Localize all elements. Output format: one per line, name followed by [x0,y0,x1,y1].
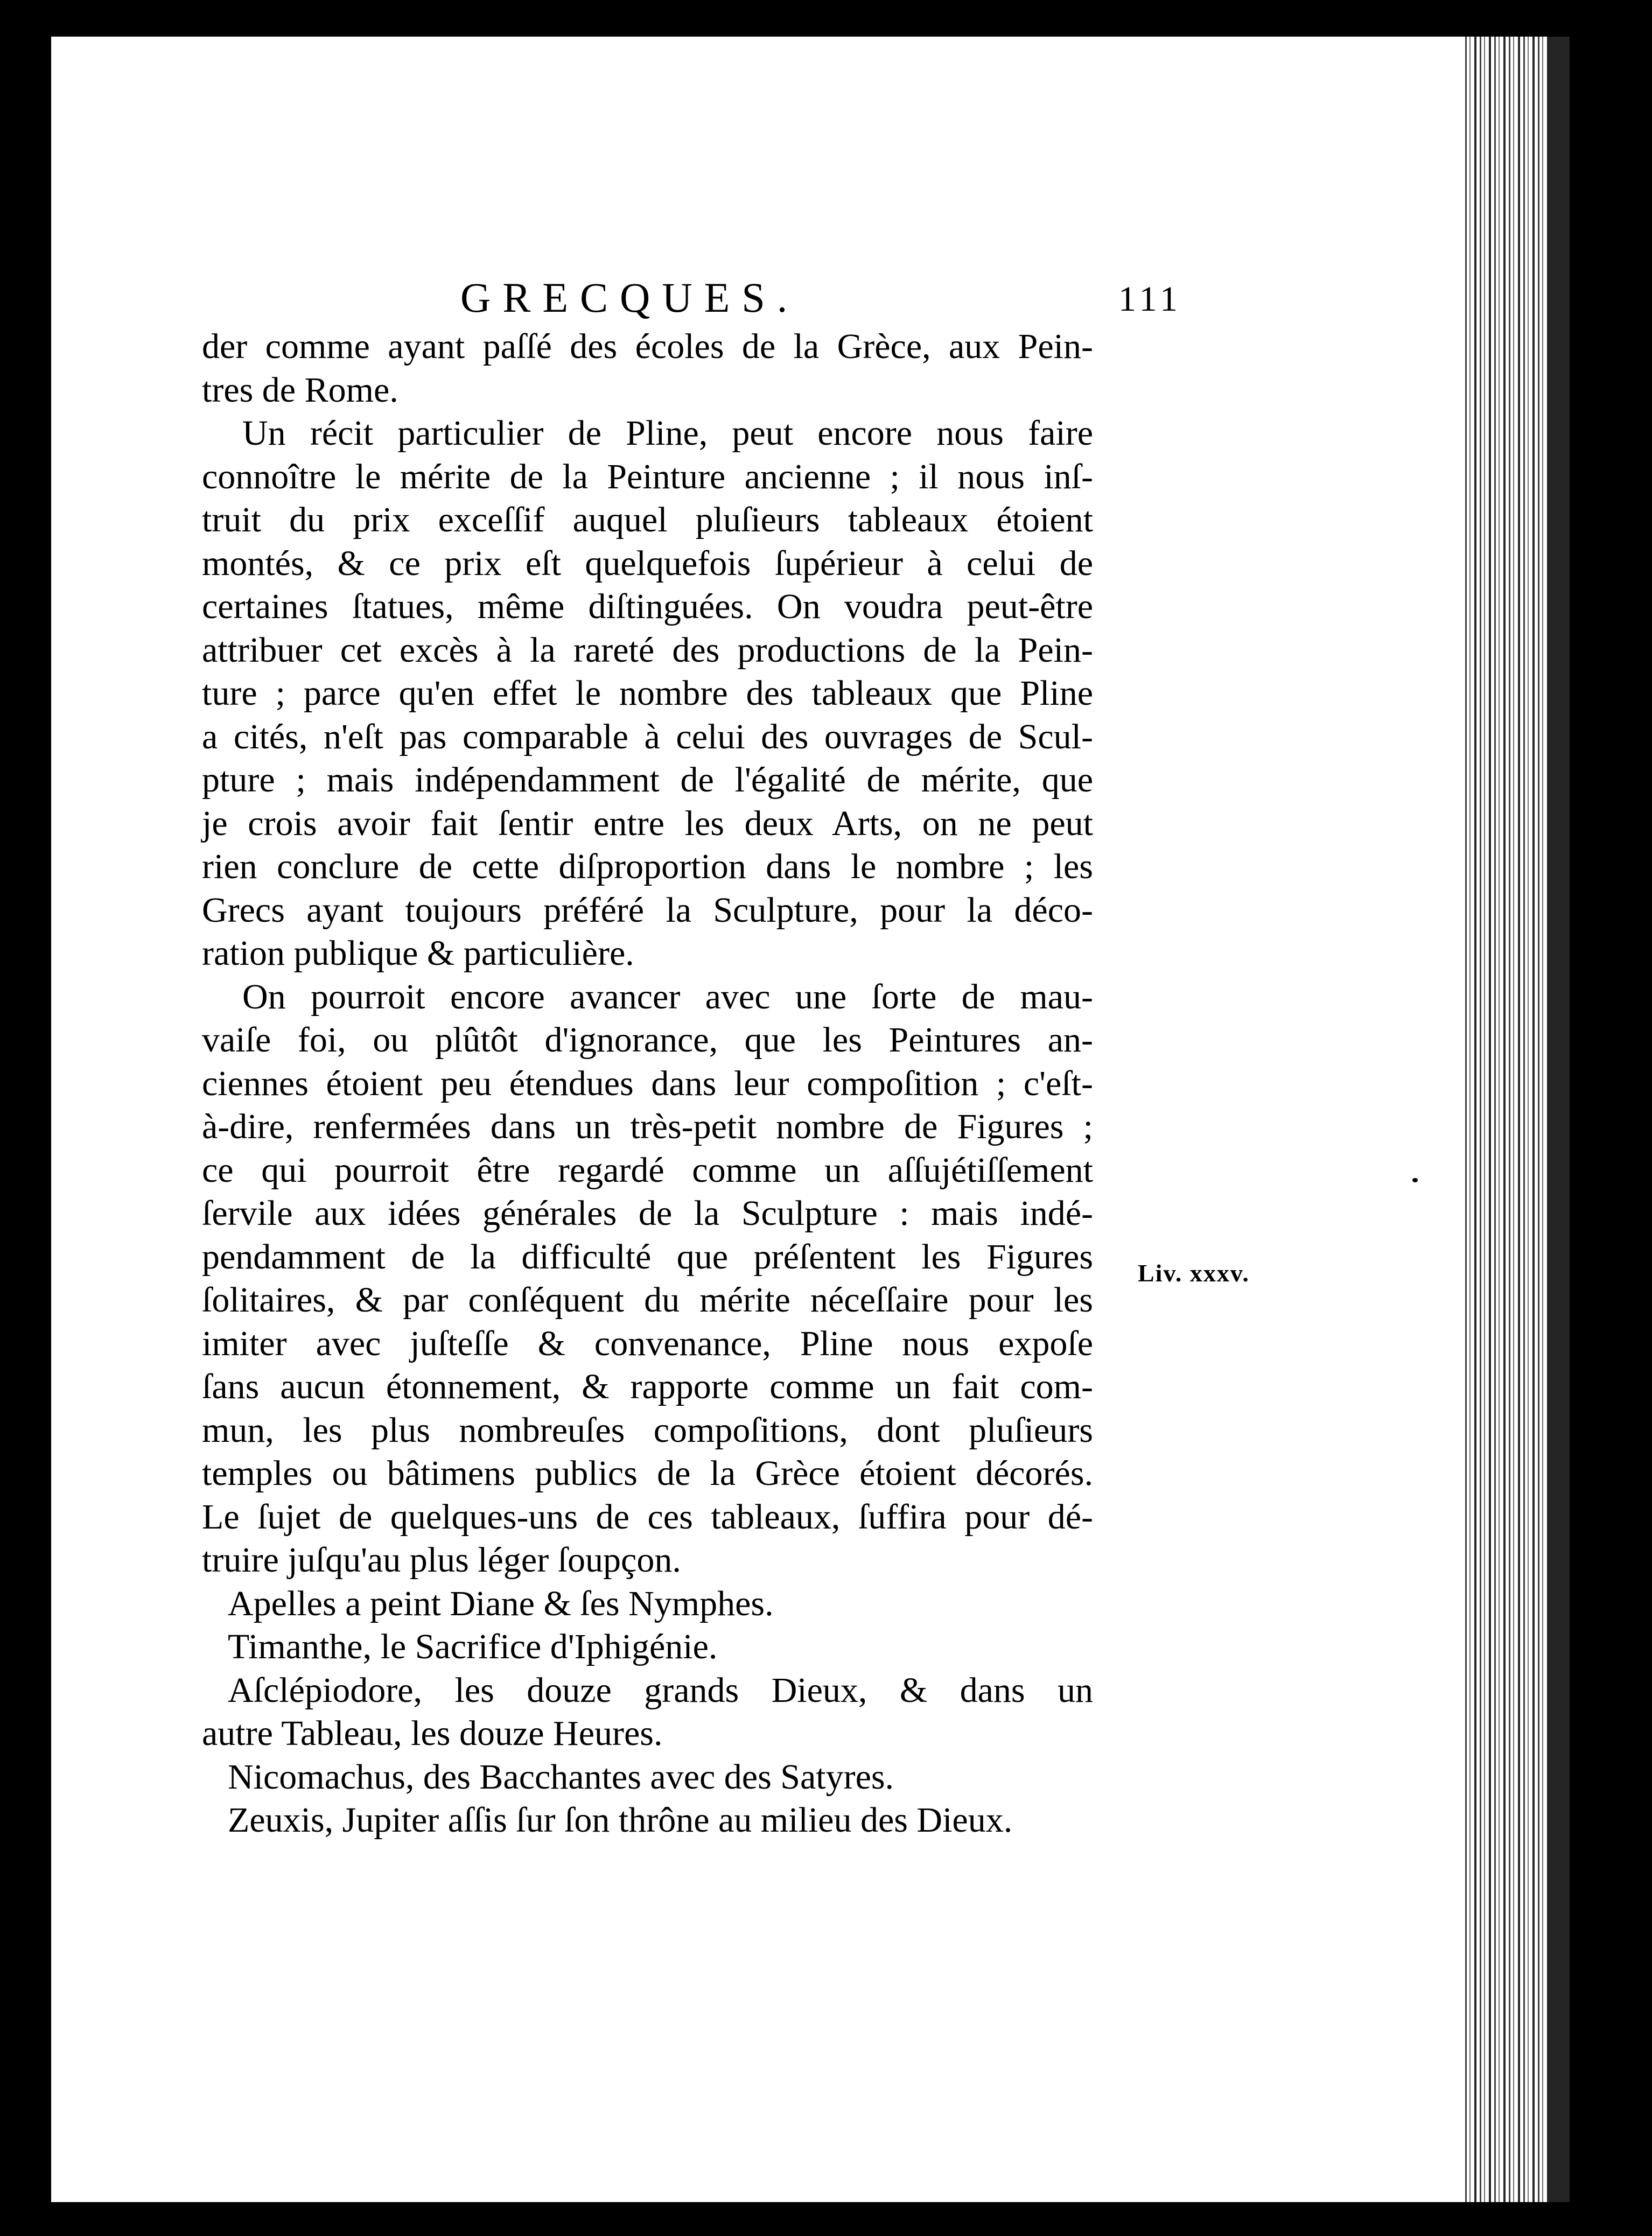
text-line: temples ou bâtimens publics de la Grèce étoient décorés. [202,1454,1093,1493]
text-line: Grecs ayant toujours préféré la Sculpture, pour la déco- [202,890,1093,930]
text-line: Un récit particulier de Pline, peut encore nous faire [242,413,1093,453]
text-line: der comme ayant paſſé des écoles de la Grèce, aux Pein- [202,327,1093,366]
text-line: ciennes étoient peu étendues dans leur compoſition ; c'eſt- [202,1063,1093,1103]
text-line: ture ; parce qu'en effet le nombre des tableaux que Pline [202,674,1093,713]
text-line: pendamment de la difficulté que préſentent les Figures [202,1237,1093,1277]
text-line: truire juſqu'au plus léger ſoupçon. [202,1540,681,1580]
book-page [51,37,1570,2202]
text-line: rien conclure de cette diſproportion dans le nombre ; les [202,847,1093,886]
text-line: vaiſe foi, ou plûtôt d'ignorance, que les Peintures an- [202,1020,1093,1060]
body-text [202,325,1093,1842]
ink-speck [1412,1178,1418,1182]
text-line: certaines ſtatues, même diſtinguées. On voudra peut-être [202,587,1093,626]
text-line: On pourroit encore avancer avec une ſorte de mau- [242,977,1093,1017]
text-line: Zeuxis, Jupiter aſſis ſur ſon thrône au milieu des Dieux. [228,1800,1013,1840]
text-line: Aſclépiodore, les douze grands Dieux, & dans un [228,1670,1093,1710]
text-line: imiter avec juſteſſe & convenance, Pline nous expoſe [202,1323,1093,1363]
margin-note: Liv. xxxv. [1138,1259,1250,1287]
text-line: tres de Rome. [202,370,398,410]
page-number: 111 [1118,279,1182,319]
page-fore-edge [1462,37,1570,2202]
text-line: Apelles a peint Diane & ſes Nymphes. [228,1583,774,1623]
text-line: autre Tableau, les douze Heures. [202,1714,663,1753]
text-line: ration publique & particulière. [202,934,634,973]
text-line: Le ſujet de quelques-uns de ces tableaux, ſuffira pour dé- [202,1497,1093,1537]
text-line: attribuer cet excès à la rareté des productions de la Pein- [202,630,1093,670]
text-line: Timanthe, le Sacrifice d'Iphigénie. [228,1627,718,1666]
text-line: ſans aucun étonnement, & rapporte comme un fait com- [202,1367,1093,1406]
text-line: mun, les plus nombreuſes compoſitions, dont pluſieurs [202,1410,1093,1450]
running-head [407,274,1182,322]
text-line: ſolitaires, & par conſéquent du mérite néceſſaire pour les [202,1280,1093,1320]
text-line: a cités, n'eſt pas comparable à celui des ouvrages de Scul- [202,717,1093,756]
text-line: je crois avoir fait ſentir entre les deux Arts, on ne peut [202,803,1093,843]
text-line: ſervile aux idées générales de la Sculpture : mais indé- [202,1194,1093,1233]
text-line: connoître le mérite de la Peinture ancienne ; il nous inſ- [202,457,1093,496]
text-line: montés, & ce prix eſt quelquefois ſupérieur à celui de [202,543,1093,583]
text-line: Nicomachus, des Bacchantes avec des Satyres. [228,1757,894,1797]
running-head-title: GRECQUES. [460,274,800,321]
text-line: ce qui pourroit être regardé comme un aſſujétiſſement [202,1150,1093,1190]
text-line: truit du prix exceſſif auquel pluſieurs tableaux étoient [202,500,1093,539]
text-line: à-dire, renfermées dans un très-petit nombre de Figures ; [202,1107,1093,1146]
text-line: pture ; mais indépendamment de l'égalité de mérite, que [202,760,1093,800]
